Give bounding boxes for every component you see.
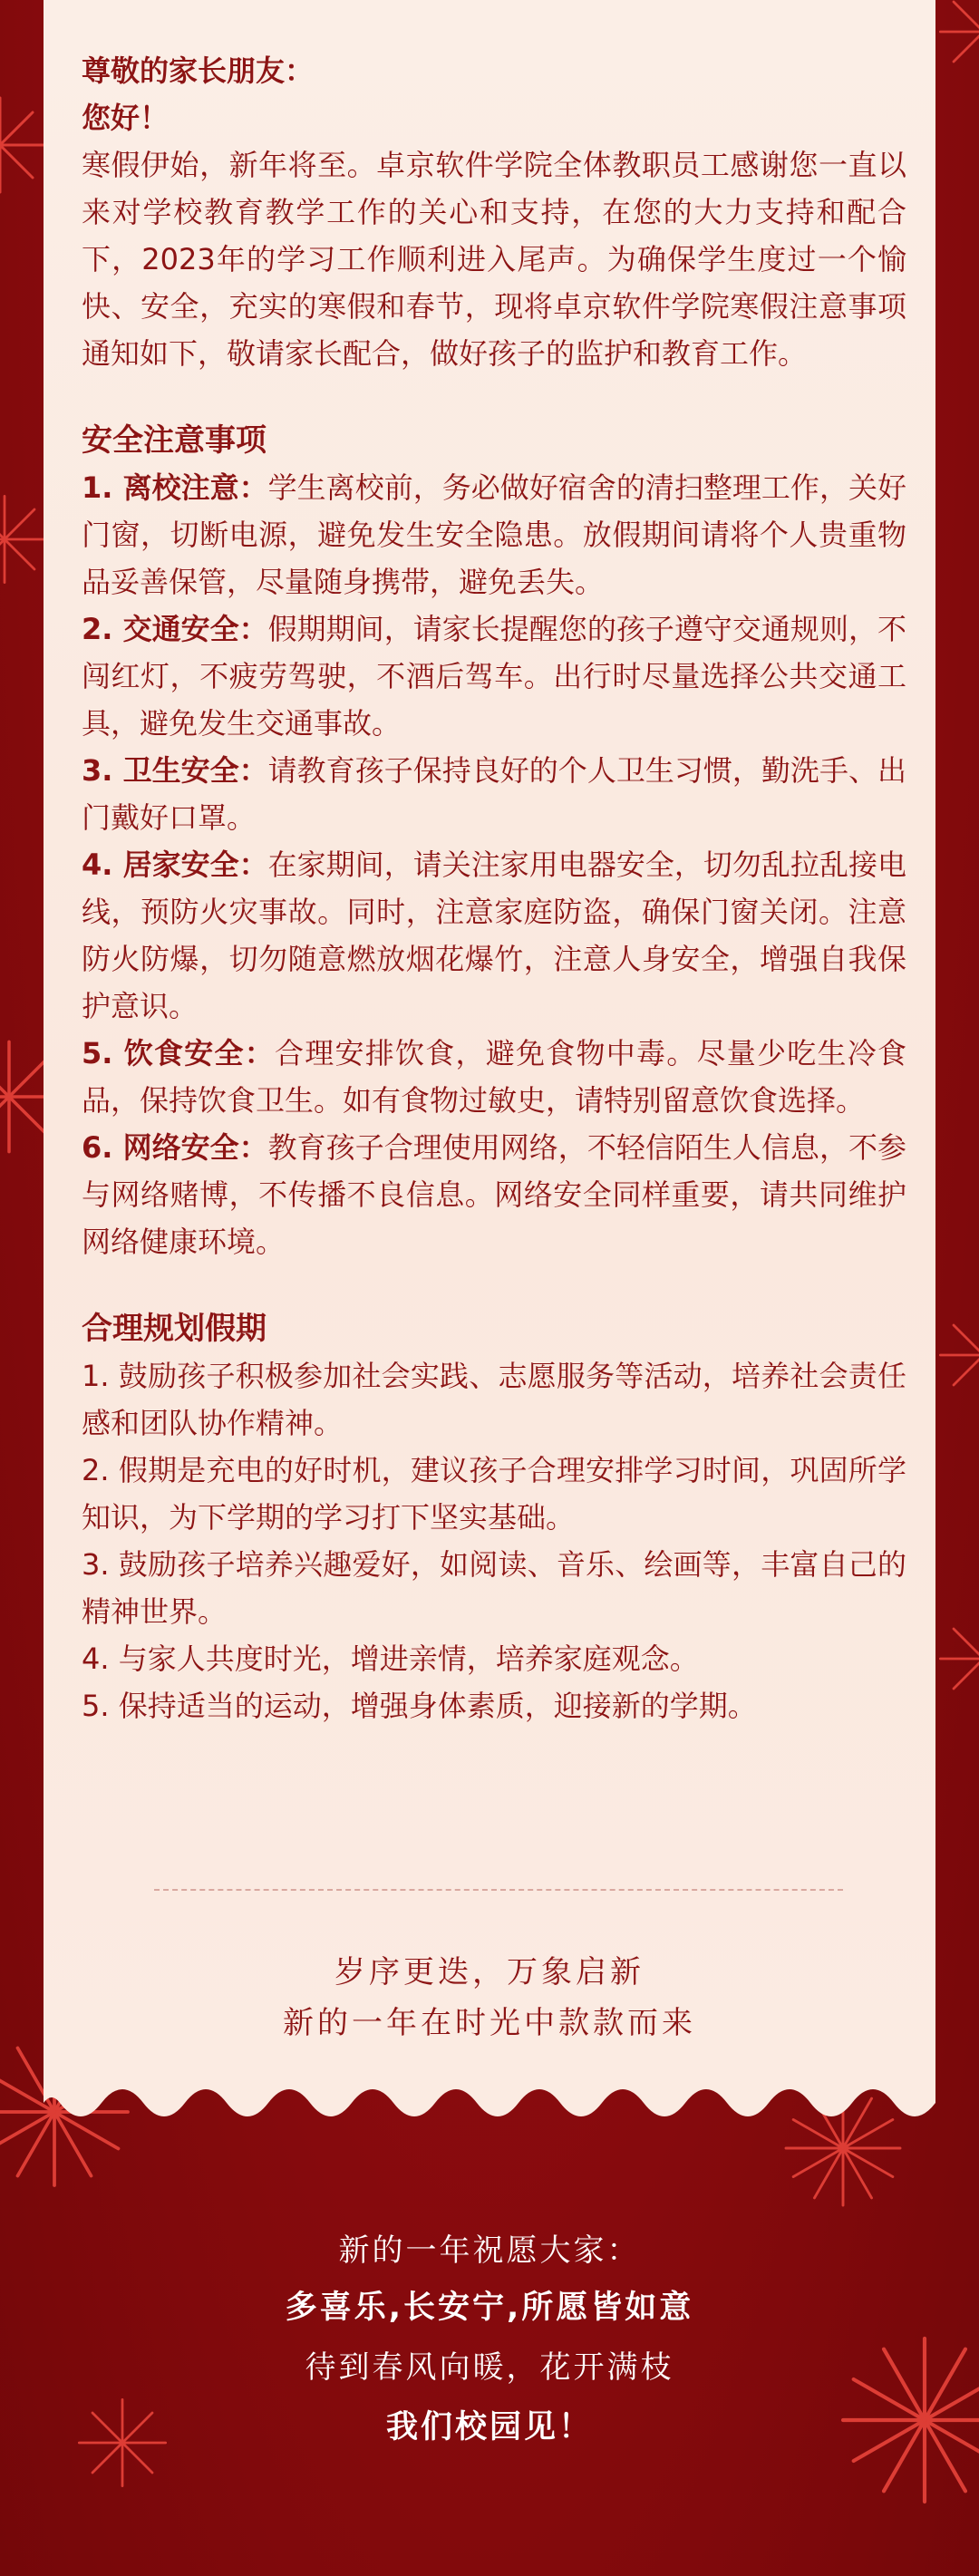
- letter-content: [82, 47, 906, 1729]
- safety-item-label: 3. 卫生安全：: [82, 753, 268, 788]
- safety-item-label: 4. 居家安全：: [82, 847, 268, 882]
- salutation: 尊敬的家长朋友：: [82, 53, 315, 88]
- safety-item-text: 教育孩子合理使用网络，不轻信陌生人信息，不参与网络赌博，不传播不良信息。网络安全同样重要，请共同维护网络健康环境。: [82, 1130, 906, 1259]
- wish-line-2: 多喜乐,长安宁,所愿皆如意: [285, 2290, 694, 2326]
- holiday-item: 1. 鼓励孩子积极参加社会实践、志愿服务等活动，培养社会责任感和团队协作精神。: [82, 1359, 906, 1440]
- firework-icon: [934, 1595, 979, 1722]
- safety-item: [82, 1030, 906, 1124]
- safety-item-text: 学生离校前，务必做好宿舍的清扫整理工作，关好门窗，切断电源，避免发生安全隐患。放假期间请将个人贵重物品妥善保管，尽量随身携带，避免丢失。: [82, 470, 906, 599]
- holiday-title: 合理规划假期: [82, 1311, 267, 1347]
- firework-icon: [934, 0, 979, 82]
- safety-item-text: 合理安排饮食，避免食物中毒。尽量少吃生冷食品，保持饮食卫生。如有食物过敏史，请特别留意饮食选择。: [82, 1036, 906, 1118]
- holiday-item: 4. 与家人共度时光，增进亲情，培养家庭观念。: [82, 1641, 699, 1676]
- motto-line-2: 新的一年在时光中款款而来: [283, 2005, 696, 2041]
- wish-line-1: 新的一年祝愿大家：: [338, 2232, 641, 2269]
- safety-title: 安全注意事项: [82, 422, 267, 459]
- paper-wavy-edge: [44, 2067, 935, 2130]
- safety-item-text: 在家期间，请关注家用电器安全，切勿乱拉乱接电线，预防火灾事故。同时，注意家庭防盗，确保门窗关闭。注意防火防爆，切勿随意燃放烟花爆竹，注意人身安全，增强自我保护意识。: [82, 847, 906, 1023]
- safety-item: [82, 464, 906, 605]
- wish-line-4: 我们校园见！: [385, 2409, 593, 2445]
- safety-item-text: 请教育孩子保持良好的个人卫生习惯，勤洗手、出门戴好口罩。: [82, 753, 906, 835]
- safety-item-label: 2. 交通安全：: [82, 612, 268, 646]
- firework-icon: [934, 1305, 979, 1405]
- holiday-item: 3. 鼓励孩子培养兴趣爱好，如阅读、音乐、绘画等，丰富自己的精神世界。: [82, 1547, 906, 1629]
- wish-line-3: 待到春风向暖，花开满枝: [305, 2349, 674, 2386]
- holiday-item: 5. 保持适当的运动，增强身体素质，迎接新的学期。: [82, 1689, 757, 1723]
- hello: 您好！: [82, 101, 170, 135]
- safety-item: [82, 841, 906, 1030]
- dashed-divider: [154, 1889, 843, 1891]
- safety-item-label: 5. 饮食安全：: [82, 1036, 276, 1070]
- motto-line-1: 岁序更迭，万象启新: [334, 1954, 645, 1990]
- safety-item-label: 6. 网络安全：: [82, 1130, 268, 1165]
- intro-paragraph: 寒假伊始，新年将至。卓京软件学院全体教职员工感谢您一直以来对学校教育教学工作的关心和支持，在您的大力支持和配合下，2023年的学习工作顺利进入尾声。为确保学生度过一个愉快、安全，充实的寒假和春节，现将卓京软件学院寒假注意事项通知如下，敬请家长配合，做好孩子的监护和教育工作。: [82, 148, 906, 371]
- safety-item: [82, 747, 906, 841]
- safety-item: [82, 605, 906, 747]
- safety-item-text: 假期期间，请家长提醒您的孩子遵守交通规则，不闯红灯，不疲劳驾驶，不酒后驾车。出行时尽量选择公共交通工具，避免发生交通事故。: [82, 612, 906, 741]
- safety-item: [82, 1124, 906, 1265]
- holiday-item: 2. 假期是充电的好时机，建议孩子合理安排学习时间，巩固所学知识，为下学期的学习打下坚实基础。: [82, 1453, 906, 1535]
- safety-item-label: 1. 离校注意：: [82, 470, 268, 505]
